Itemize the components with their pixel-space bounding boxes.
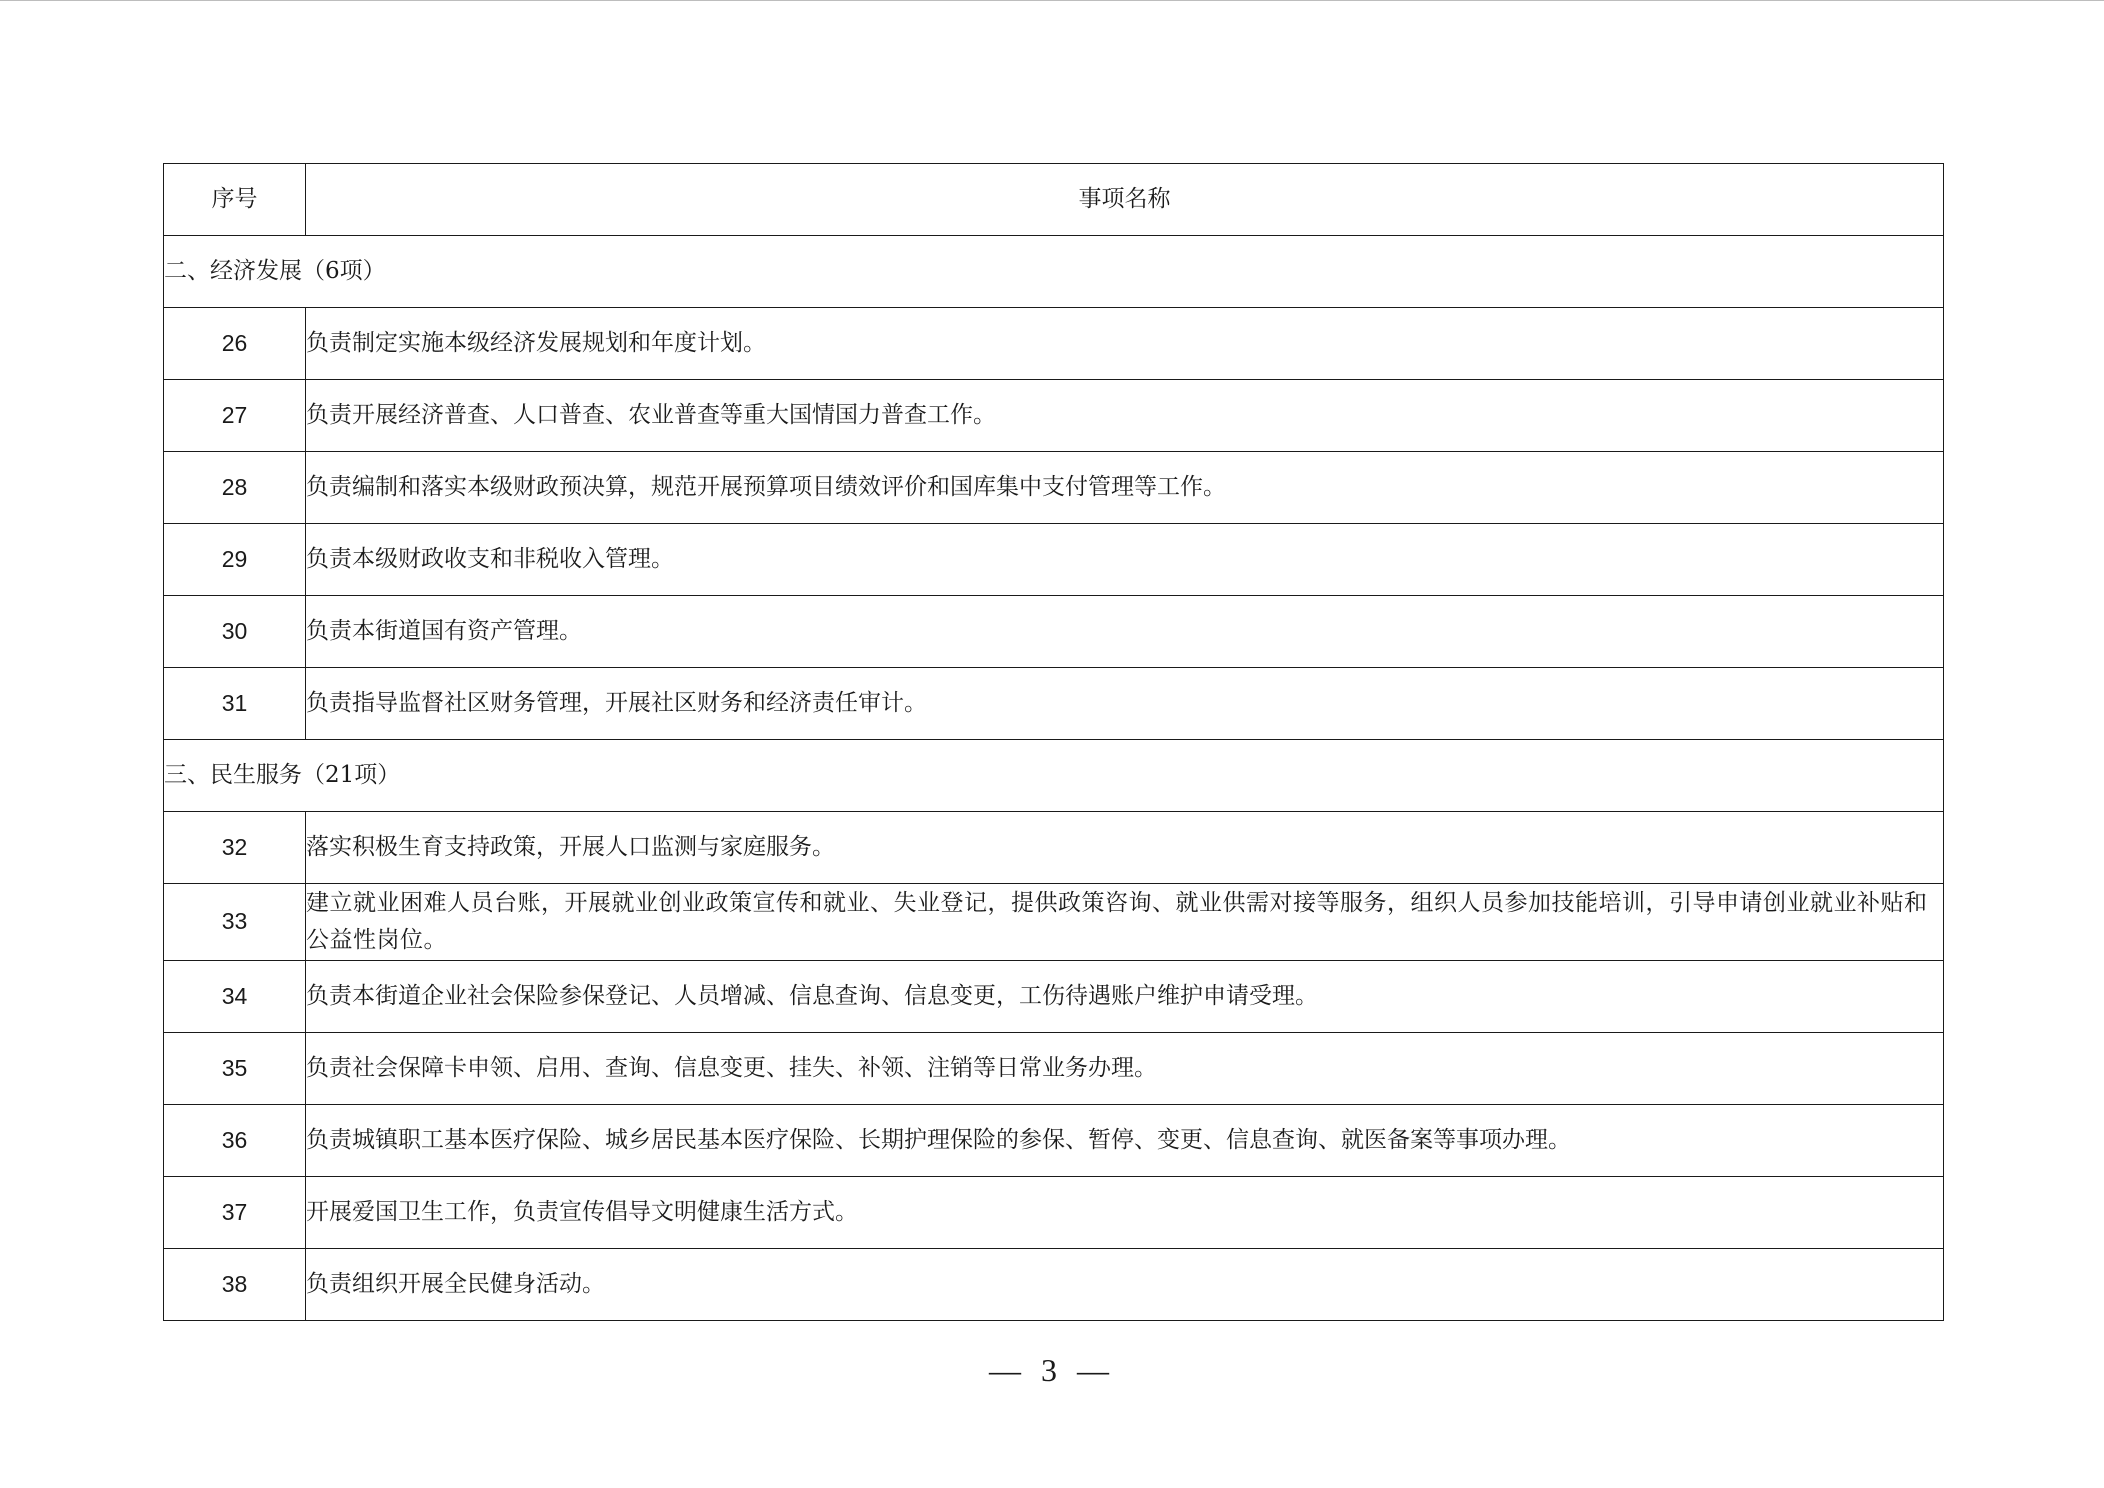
table-row — [164, 524, 1944, 596]
item-number: 28 — [164, 452, 306, 524]
table-row — [164, 1249, 1944, 1321]
item-name: 建立就业困难人员台账，开展就业创业政策宣传和就业、失业登记，提供政策咨询、就业供需对接等服务，组织人员参加技能培训，引导申请创业就业补贴和公益性岗位。 — [306, 884, 1944, 961]
item-number: 35 — [164, 1033, 306, 1105]
table-row — [164, 961, 1944, 1033]
item-name: 负责指导监督社区财务管理，开展社区财务和经济责任审计。 — [306, 668, 1944, 740]
table-row — [164, 380, 1944, 452]
item-name: 负责本级财政收支和非税收入管理。 — [306, 524, 1944, 596]
section-title-economic: 二、经济发展（6项） — [164, 236, 1944, 308]
table-row — [164, 452, 1944, 524]
item-number: 36 — [164, 1105, 306, 1177]
header-item-name: 事项名称 — [306, 164, 1944, 236]
table-row — [164, 1105, 1944, 1177]
page-top-border — [0, 0, 2104, 1]
table-row — [164, 1177, 1944, 1249]
items-table — [163, 163, 1944, 1321]
table-row — [164, 812, 1944, 884]
item-name: 负责社会保障卡申领、启用、查询、信息变更、挂失、补领、注销等日常业务办理。 — [306, 1033, 1944, 1105]
item-number: 29 — [164, 524, 306, 596]
item-number: 34 — [164, 961, 306, 1033]
table-row — [164, 308, 1944, 380]
item-number: 26 — [164, 308, 306, 380]
item-number: 33 — [164, 884, 306, 961]
page-number: — 3 — — [989, 1352, 1115, 1388]
table-row — [164, 668, 1944, 740]
item-name: 开展爱国卫生工作，负责宣传倡导文明健康生活方式。 — [306, 1177, 1944, 1249]
section-row — [164, 236, 1944, 308]
table-row — [164, 884, 1944, 961]
item-number: 32 — [164, 812, 306, 884]
item-number: 37 — [164, 1177, 306, 1249]
header-number: 序号 — [164, 164, 306, 236]
item-name: 负责本街道国有资产管理。 — [306, 596, 1944, 668]
item-name: 负责开展经济普查、人口普查、农业普查等重大国情国力普查工作。 — [306, 380, 1944, 452]
item-number: 31 — [164, 668, 306, 740]
item-name: 负责本街道企业社会保险参保登记、人员增减、信息查询、信息变更，工伤待遇账户维护申请受理。 — [306, 961, 1944, 1033]
item-number: 30 — [164, 596, 306, 668]
item-number: 38 — [164, 1249, 306, 1321]
item-name: 负责编制和落实本级财政预决算，规范开展预算项目绩效评价和国库集中支付管理等工作。 — [306, 452, 1944, 524]
section-title-livelihood: 三、民生服务（21项） — [164, 740, 1944, 812]
section-row — [164, 740, 1944, 812]
table-row — [164, 596, 1944, 668]
item-name: 负责制定实施本级经济发展规划和年度计划。 — [306, 308, 1944, 380]
table-row — [164, 1033, 1944, 1105]
item-name: 负责城镇职工基本医疗保险、城乡居民基本医疗保险、长期护理保险的参保、暂停、变更、信息查询、就医备案等事项办理。 — [306, 1105, 1944, 1177]
table-header-row — [164, 164, 1944, 236]
item-name: 落实积极生育支持政策，开展人口监测与家庭服务。 — [306, 812, 1944, 884]
item-number: 27 — [164, 380, 306, 452]
item-name: 负责组织开展全民健身活动。 — [306, 1249, 1944, 1321]
